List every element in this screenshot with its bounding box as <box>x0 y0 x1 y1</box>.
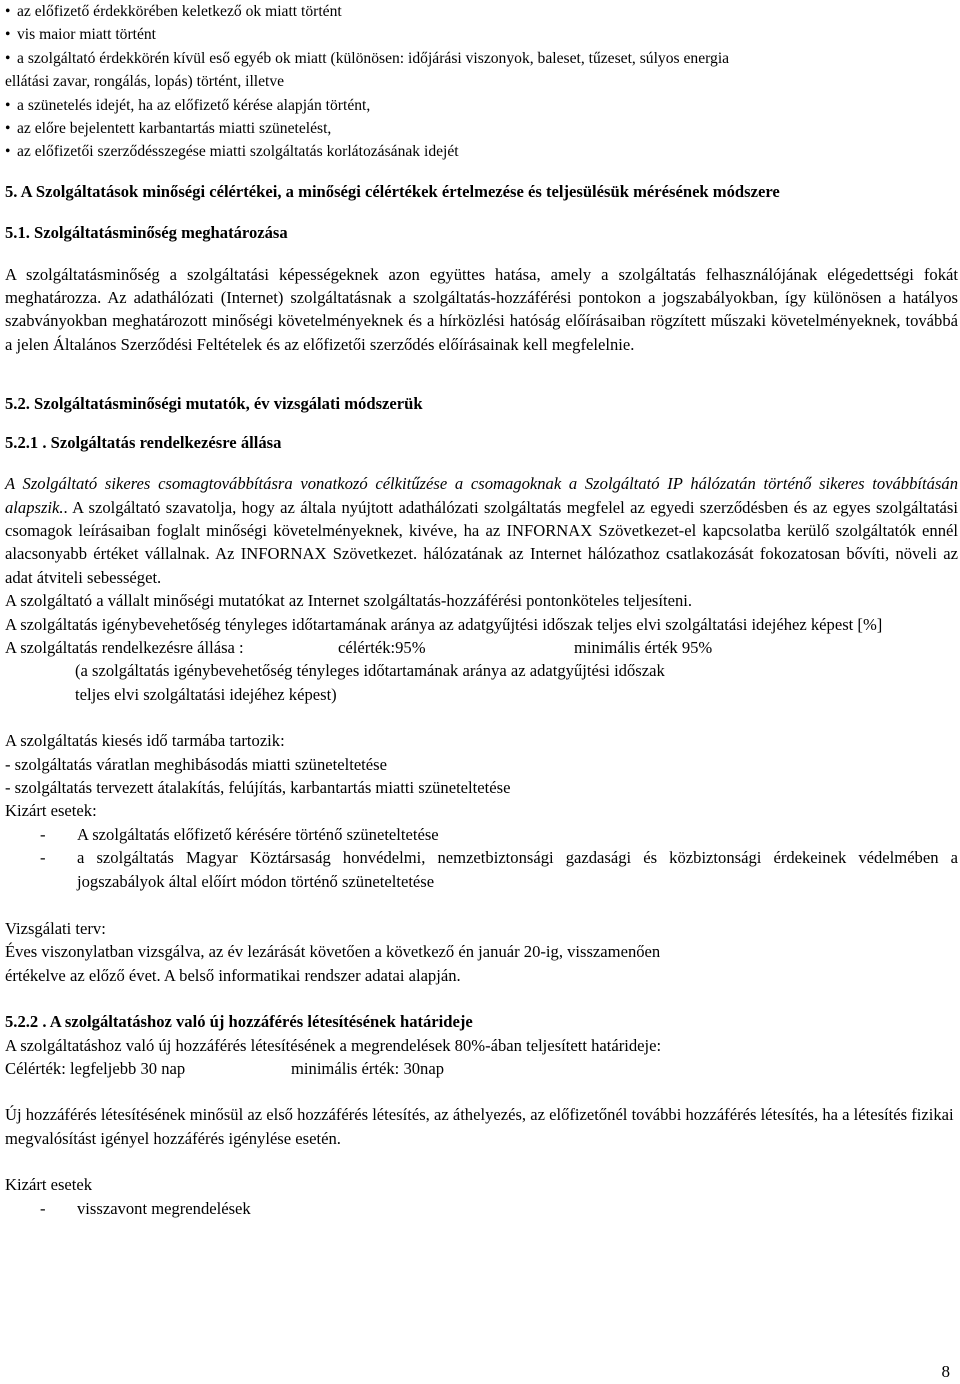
list-item: • az előfizetői szerződésszegése miatti szolgáltatás korlátozásának idejét <box>5 143 459 161</box>
availability-row: A szolgáltatás rendelkezésre állása : célérték:95% minimális érték 95% <box>5 637 713 657</box>
excluded-title: Kizárt esetek: <box>5 801 97 821</box>
vallalt-line: A szolgáltató a vállalt minőségi mutatókat az Internet szolgáltatás-hozzáférési pontonköteles teljesíteni. <box>5 591 693 611</box>
list-item: - szolgáltatás váratlan meghibásodás miatti szüneteltetése <box>5 754 387 774</box>
paragraph-5-2-1: A Szolgáltató sikeres csomagtovábbításra vonatkozó célkitűzése a csomagoknak a Szolgáltató IP hálózatán történő sikeres továbbításán alapszik.. A szolgáltató szavatolja, hogy az általa nyújtott adathálózati szolgáltatás megfelel az egyedi szerződésben és az egyes szolgáltatási csomagok leírásaiban foglalt minőségi követelményeknek, kivéve, ha az INFORNAX Szövetkezet-el kapcsolatba kerülő szolgáltatók ennél alacsonyabb értéket vállalnak. Az INFORNAX Szövetkezet. hálózatának az Internet hálózathoz csatlakozását fokozatosan bővíti, növeli az adat átviteli sebességet. <box>5 474 958 587</box>
section-heading-5-2-2: 5.2.2 . A szolgáltatáshoz való új hozzáférés létesítésének határideje <box>5 1012 473 1032</box>
document-page <box>5 0 958 1220</box>
section-heading-5-2: 5.2. Szolgáltatásminőségi mutatók, év vizsgálati módszerük <box>5 394 423 414</box>
list-item: • a szolgáltató érdekkörén kívül eső egyéb ok miatt (különösen: időjárási viszonyok, baleset, tűzeset, súlyos energia <box>5 49 730 67</box>
aranya-line: A szolgáltatás igénybevehetőség tényleges időtartamának aránya az adatgyűjtési időszak teljes elvi szolgáltatási idejéhez képest [%] <box>5 614 883 634</box>
availability-note: (a szolgáltatás igénybevehetőség tényleges időtartamának aránya az adatgyűjtési időszak teljes elvi szolgáltatási idejéhez képest) <box>75 661 665 704</box>
new-access-line: A szolgáltatáshoz való új hozzáférés létesítésének a megrendelések 80%-ában teljesített határideje: <box>5 1035 662 1055</box>
page-number: 8 <box>941 1362 950 1381</box>
section-heading-5: 5. A Szolgáltatások minőségi célértékei, a minőségi célértékek értelmezése és teljesülésük mérésének módszere <box>5 181 780 201</box>
list-item: • az előfizető érdekkörében keletkező ok miatt történt <box>5 3 342 20</box>
section-heading-5-1: 5.1. Szolgáltatásminőség meghatározása <box>5 223 288 243</box>
plan-text: Éves viszonylatban vizsgálva, az év lezárását követően a következő én január 20-ig, visszamenően értékelve az előző évet. A belső informatikai rendszer adatai alapján. <box>5 942 661 985</box>
section-heading-5-2-1: 5.2.1 . Szolgáltatás rendelkezésre állása <box>5 432 282 452</box>
list-item: - visszavont megrendelések <box>40 1198 251 1218</box>
bullet-list <box>5 0 958 164</box>
list-item: - a szolgáltatás Magyar Köztársaság honvédelmi, nemzetbiztonsági gazdasági és közbiztonsági érdekeinek védelmében a jogszabályok által előírt módon történő szüneteltetése <box>40 848 958 891</box>
list-item: • a szünetelés idejét, ha az előfizető kérése alapján történt, <box>5 96 371 114</box>
list-item: - A szolgáltatás előfizető kérésére történő szüneteltetése <box>40 824 439 844</box>
plan-title: Vizsgálati terv: <box>5 919 106 938</box>
list-item-continuation: ellátási zavar, rongálás, lopás) történt, illetve <box>5 73 285 91</box>
new-access-values: Célérték: legfeljebb 30 nap minimális érték: 30nap <box>5 1059 444 1079</box>
list-item: • az előre bejelentett karbantartás miatti szünetelést, <box>5 120 332 138</box>
excluded2-title: Kizárt esetek <box>5 1175 93 1195</box>
new-access-paragraph: Új hozzáférés létesítésének minősül az első hozzáférés létesítés, az áthelyezés, az előfizetőnél további hozzáférés létesítés, ha a létesítés fizikai megvalósítást igényel hozzáférés igénylése esetén. <box>5 1105 954 1148</box>
list-item: - szolgáltatás tervezett átalakítás, felújítás, karbantartás miatti szüneteltetése <box>5 777 511 797</box>
paragraph-5-1: A szolgáltatásminőség a szolgáltatási képességeknek azon együttes hatása, amely a szolgáltatás felhasználójának elégedettségi fokát meghatározza. Az adathálózati (Internet) szolgáltatásnak a szolgáltatás-hozzáférési pontokon a jogszabályokban, így különösen a hatályos szabványokban meghatározott minőségi követelményeknek és a hírközlési hatóság előírásaiban rögzített műszaki követelményeknek, továbbá a jelen Általános Szerződési Feltételek és az előfizetői szerződés előírásainak kell megfelelnie. <box>5 264 958 354</box>
list-item: • vis maior miatt történt <box>5 26 157 44</box>
outage-title: A szolgáltatás kiesés idő tarmába tartozik: <box>5 731 285 751</box>
